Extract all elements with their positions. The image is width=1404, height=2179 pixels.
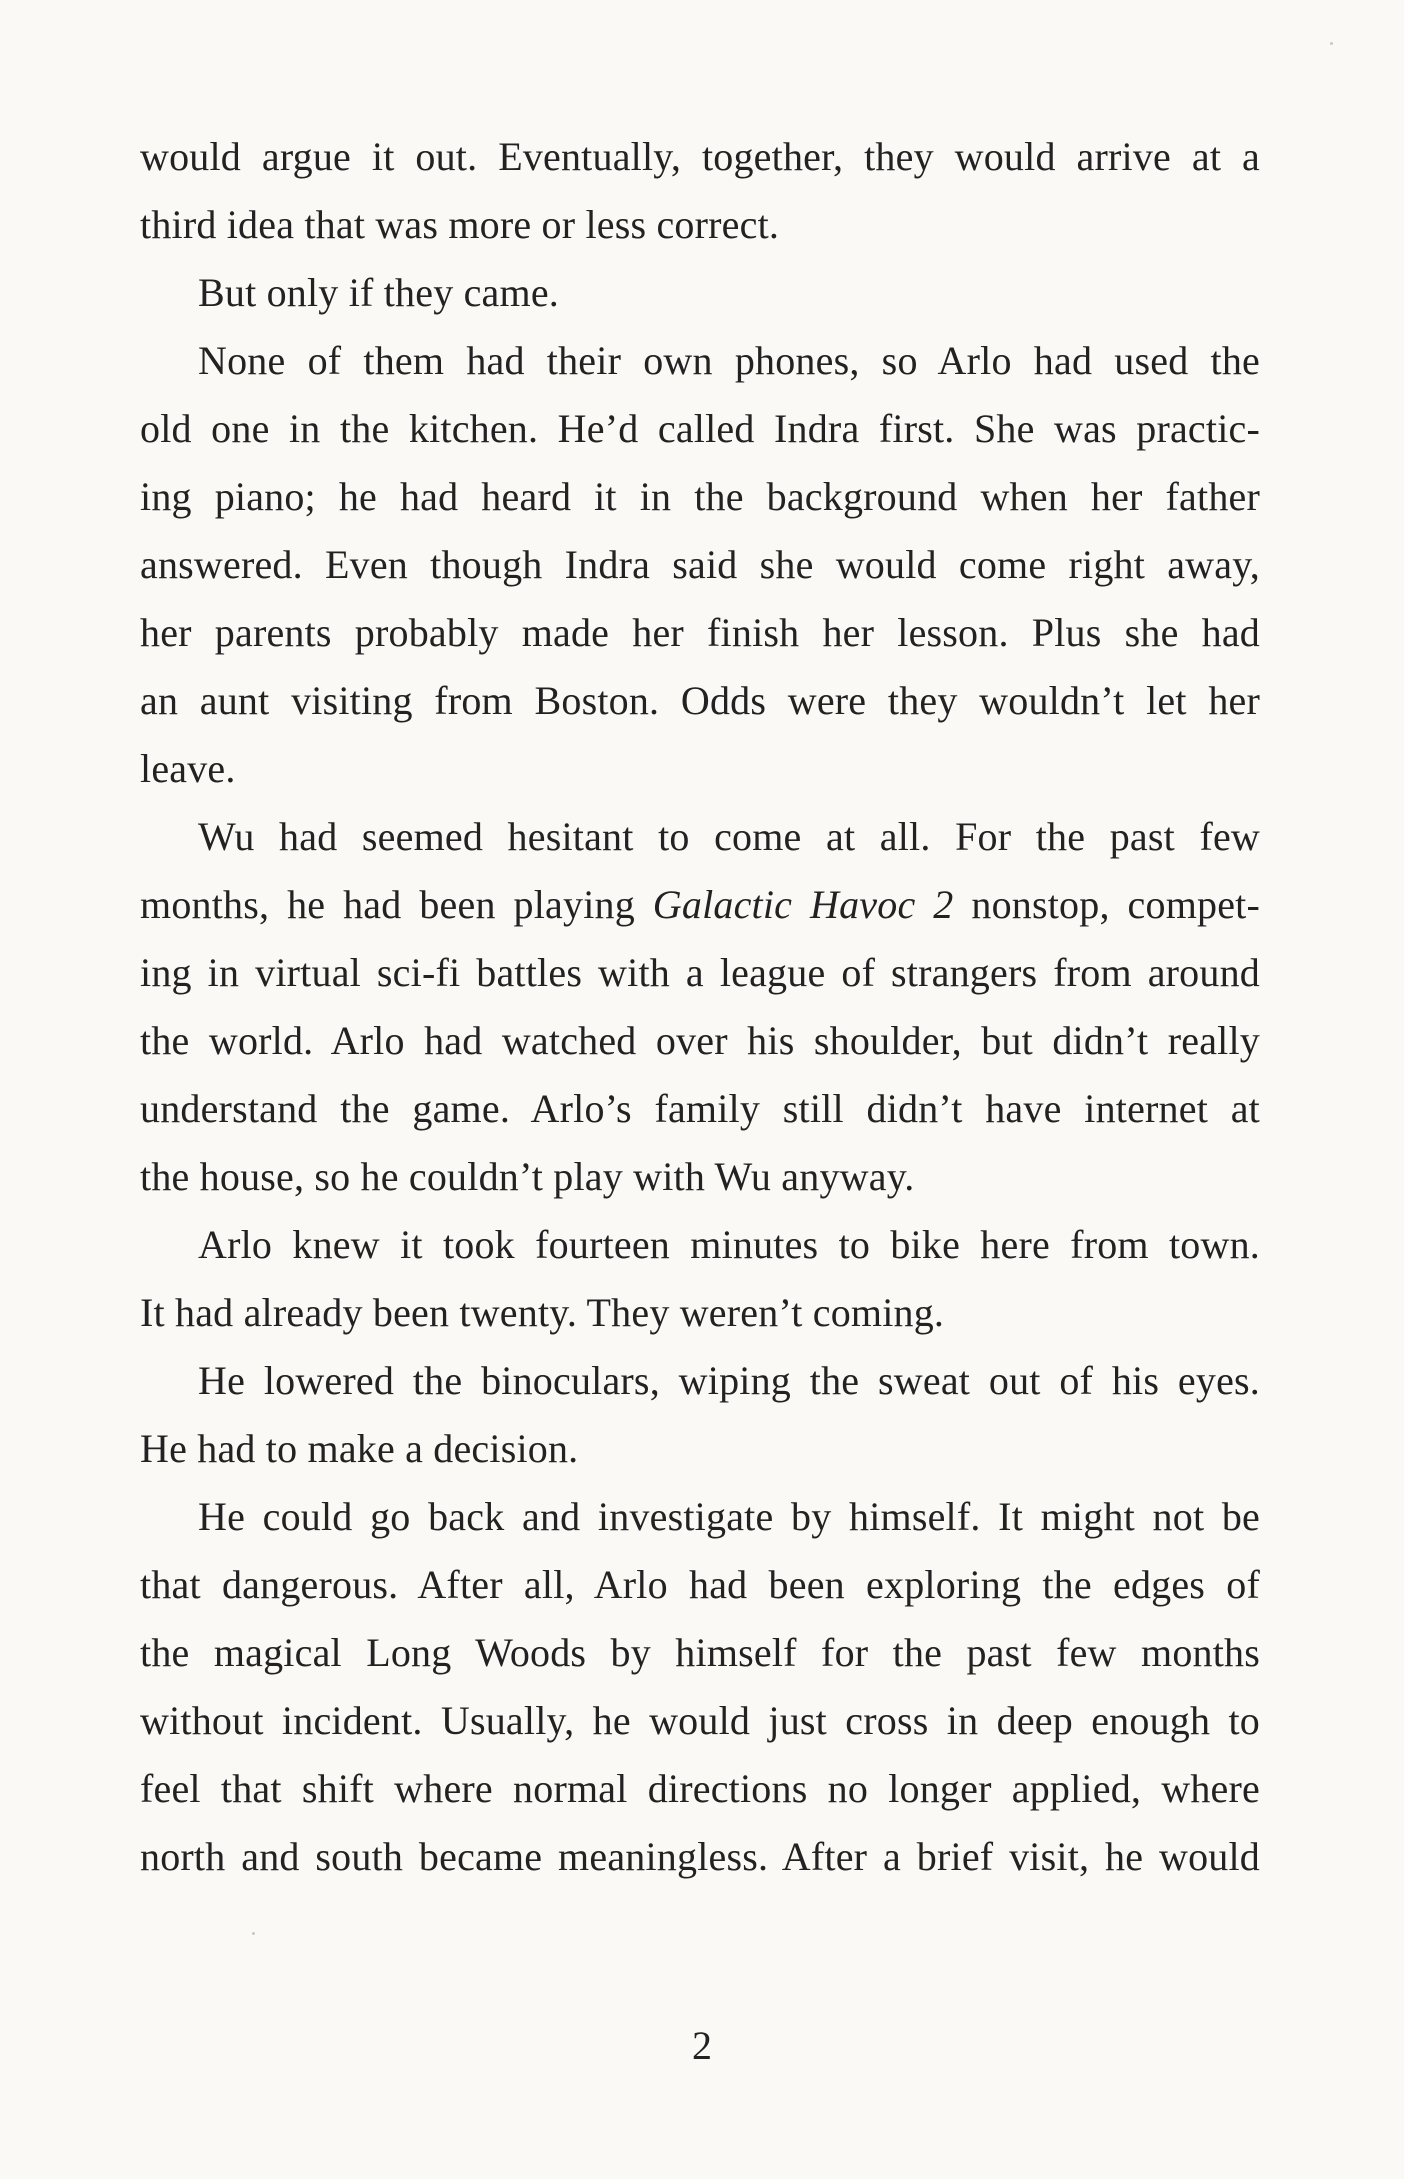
text-line: would argue it out. Eventually, together, they would arrive at a [140,134,1260,179]
text-line: feel that shift where normal directions no longer applied, where [140,1766,1260,1811]
text-line: without incident. Usually, he would just cross in deep enough to [140,1698,1260,1743]
text-line: Arlo knew it took fourteen minutes to bike here from town. [198,1222,1260,1267]
text-line: ing piano; he had heard it in the background when her father [140,474,1260,519]
text-line: He could go back and investigate by himself. It might not be [198,1494,1260,1539]
body-text [140,123,1260,1891]
text-line: her parents probably made her finish her lesson. Plus she had [140,610,1260,655]
paper-speck [1330,42,1333,45]
text-line: He lowered the binoculars, wiping the sweat out of his eyes. [198,1358,1260,1403]
text-line: the world. Arlo had watched over his shoulder, but didn’t really [140,1018,1260,1063]
text-line: It had already been twenty. They weren’t coming. [140,1290,945,1335]
text-line: Wu had seemed hesitant to come at all. For the past few [198,814,1260,859]
text-line: answered. Even though Indra said she would come right away, [140,542,1260,587]
text-line: an aunt visiting from Boston. Odds were they wouldn’t let her [140,678,1260,723]
page-number: 2 [692,2023,712,2068]
text-line: the magical Long Woods by himself for the past few months [140,1630,1260,1675]
text-line: He had to make a decision. [140,1426,579,1471]
text-line: the house, so he couldn’t play with Wu anyway. [140,1154,915,1199]
paragraph-3 [140,327,1260,803]
text-line: third idea that was more or less correct. [140,202,780,247]
paragraph-5 [140,1211,1260,1347]
text-line: ing in virtual sci-fi battles with a league of strangers from around [140,950,1260,995]
paragraph-7 [140,1483,1260,1891]
text-line: But only if they came. [198,270,559,315]
paper-speck [252,1932,255,1935]
text-line-with-title [140,871,1260,939]
game-title: Galactic Havoc 2 [652,882,954,927]
text-line: that dangerous. After all, Arlo had been exploring the edges of [140,1562,1260,1607]
text-line: None of them had their own phones, so Arlo had used the [198,338,1260,383]
text-line: old one in the kitchen. He’d called Indra first. She was practic- [140,406,1260,451]
paragraph-6 [140,1347,1260,1483]
text-segment: nonstop, compet- [953,882,1260,927]
text-line: understand the game. Arlo’s family still didn’t have internet at [140,1086,1260,1131]
paragraph-2 [140,259,1260,327]
paragraph-4 [140,803,1260,1211]
text-segment: months, he had been playing [140,882,653,927]
paragraph-1 [140,123,1260,259]
text-line: north and south became meaningless. After a brief visit, he would [140,1834,1260,1879]
text-line: leave. [140,746,236,791]
